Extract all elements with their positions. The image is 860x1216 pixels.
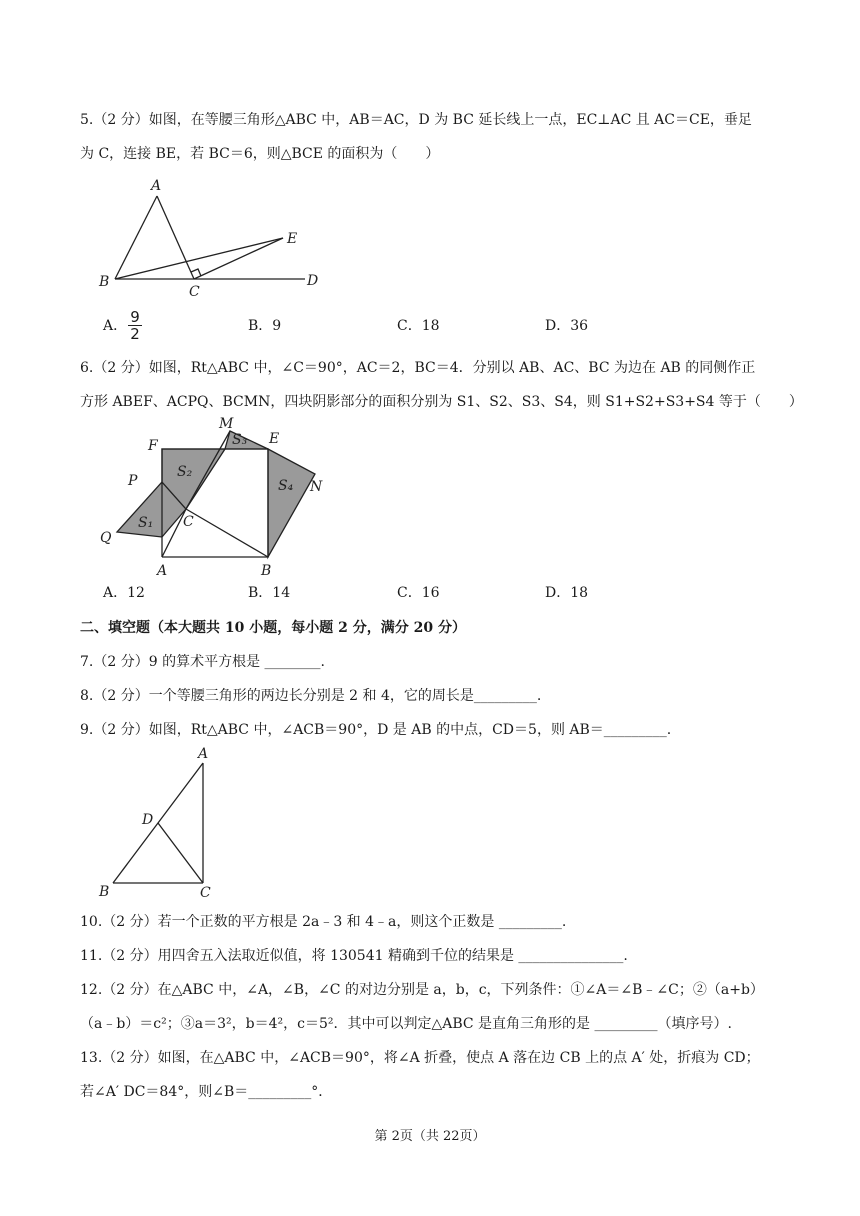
q5-line2: 为 C，连接 BE，若 BC＝6，则△BCE 的面积为（ ） [80, 146, 440, 162]
q13-line1: 13.（2 分）如图，在△ABC 中，∠ACB＝90°，将∠A 折叠，使点 A 落在边 CB 上的点 A′ 处，折痕为 CD； [80, 1050, 760, 1066]
q6-line2: 方形 ABEF、ACPQ、BCMN，四块阴影部分的面积分别为 S1、S2、S3、S4，则 S1+S2+S3+S4 等于（ ） [80, 394, 803, 410]
q6-label-c: C [183, 514, 194, 530]
section-heading: 二、填空题（本大题共 10 小题，每小题 2 分，满分 20 分） [80, 620, 466, 636]
q5-label-e: E [287, 231, 298, 247]
q6-label-q: Q [100, 530, 112, 546]
q5-label-a: A [151, 178, 162, 194]
q6-option-c: C．16 [397, 585, 440, 601]
q9-text: 9.（2 分）如图，Rt△ABC 中，∠ACB＝90°，D 是 AB 的中点，CD＝5，则 AB＝_________. [80, 722, 672, 738]
q6-label-s4: S₄ [278, 478, 294, 494]
q6-label-f: F [148, 438, 158, 454]
q9-label-c: C [200, 885, 211, 900]
q6-label-s3: S₃ [232, 432, 248, 448]
q5-option-a-denominator: 2 [128, 325, 142, 342]
q13-line2: 若∠A′ DC＝84°，则∠B＝_________°． [80, 1084, 333, 1100]
q5-option-a-prefix: A． [103, 318, 128, 334]
q5-option-a-fraction [128, 309, 142, 342]
q7: 7.（2 分）9 的算术平方根是 ________. [80, 654, 325, 670]
q5-figure [95, 172, 335, 297]
q5-line1: 5.（2 分）如图，在等腰三角形△ABC 中，AB＝AC，D 为 BC 延长线上一点，EC⊥AC 且 AC＝CE，垂足 [80, 112, 752, 128]
q11: 11.（2 分）用四舍五入法取近似值，将 130541 精确到千位的结果是 _______________. [80, 948, 628, 964]
q5-option-d: D．36 [545, 318, 589, 334]
q6-label-n: N [310, 479, 323, 495]
q6-label-s1: S₁ [138, 515, 154, 531]
q5-label-b: B [99, 274, 110, 290]
q6-label-s2: S₂ [177, 464, 193, 480]
q5-option-a-numerator: 9 [130, 308, 140, 326]
q5-option-c: C．18 [397, 318, 440, 334]
q5-label-d: D [307, 273, 319, 289]
q6-label-m: M [219, 416, 234, 432]
q10: 10.（2 分）若一个正数的平方根是 2a﹣3 和 4﹣a，则这个正数是 _________. [80, 914, 567, 930]
page-footer: 第 2页（共 22页） [374, 1129, 486, 1144]
q6-figure [95, 415, 335, 585]
q6-option-d: D．18 [545, 585, 589, 601]
q6-label-e: E [269, 431, 280, 447]
q6-line1: 6.（2 分）如图，Rt△ABC 中，∠C＝90°，AC＝2，BC＝4．分别以 AB、AC、BC 为边在 AB 的同侧作正 [80, 360, 756, 376]
q12-line1: 12.（2 分）在△ABC 中，∠A，∠B，∠C 的对边分别是 a，b，c，下列条件：①∠A＝∠B﹣∠C；②（a+b） [80, 982, 764, 998]
q6-label-a: A [157, 563, 168, 579]
q8: 8.（2 分）一个等腰三角形的两边长分别是 2 和 4，它的周长是_________. [80, 688, 542, 704]
q5-option-b: B．9 [248, 318, 282, 334]
q6-label-p: P [128, 473, 138, 489]
q12-line2: （a﹣b）＝c²；③a＝3²，b＝4²，c＝5²．其中可以判定△ABC 是直角三角形的是 _________（填序号）. [80, 1016, 732, 1032]
q6-option-a: A．12 [103, 585, 145, 601]
q6-label-b: B [261, 563, 272, 579]
q5-label-c: C [189, 284, 200, 297]
q9-label-a: A [198, 746, 209, 762]
q9-label-d: D [142, 812, 154, 828]
q9-label-b: B [99, 884, 110, 900]
q6-option-b: B．14 [248, 585, 291, 601]
q9-figure [95, 745, 225, 900]
